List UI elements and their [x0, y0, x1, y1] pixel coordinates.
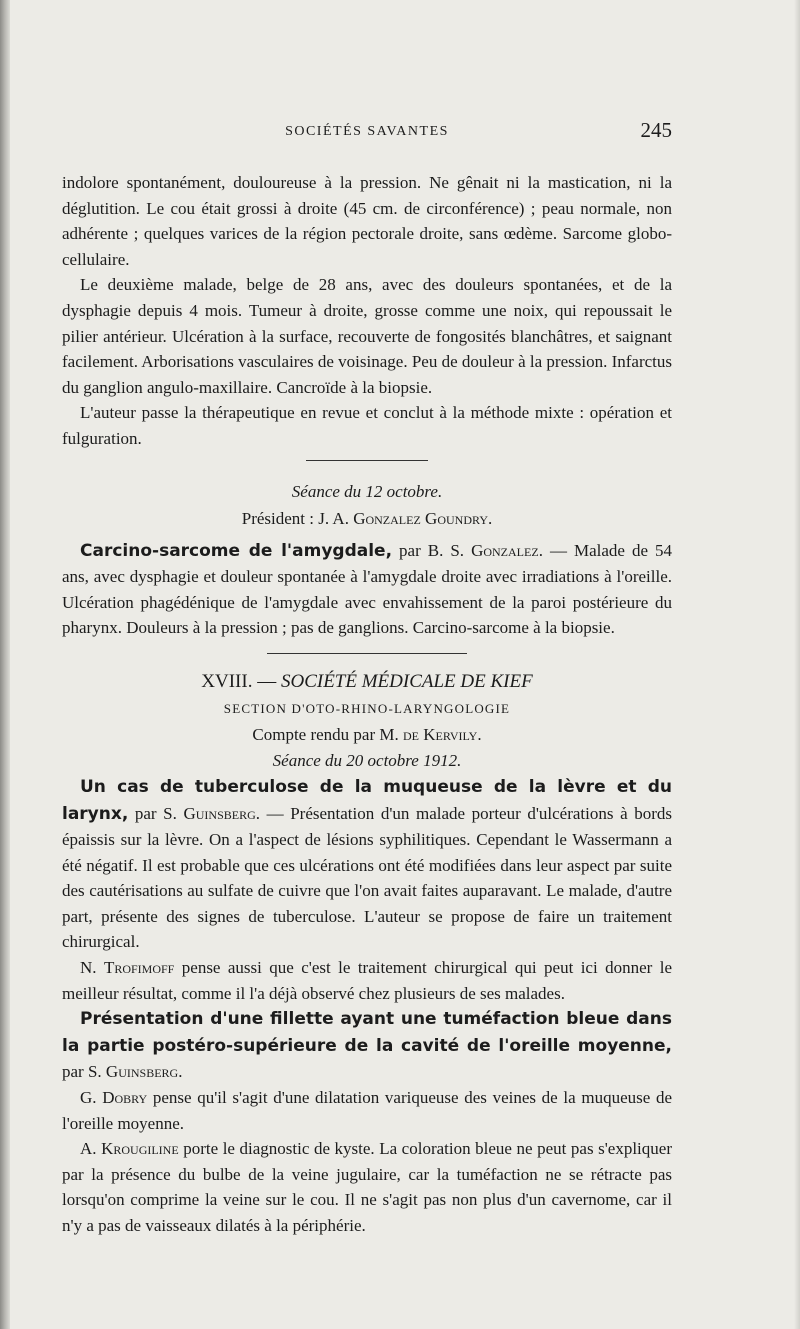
article-title-fillette: Présentation d'une fillette ayant une tuméfaction bleue dans la partie postéro-supérieure de la cavité de l'oreille moyenne, [62, 1009, 672, 1056]
article-text: . — Présentation d'un malade porteur d'ulcérations à bords épaissis sur la lèvre. On a l'aspect de lésions syphilitiques. Cependant le Wassermann a été négatif. Il est probable que ces ulcérations ont été modifiées dans leur aspect par suite des cautérisations au sulfate de cuivre que l'on avait faites auparavant. Le malade, d'autre part, présente des signes de tuberculose. L'auteur se propose de faire un traitement chirurgical. [62, 803, 672, 952]
speaker-text: pense aussi que c'est le traitement chirurgical qui peut ici donner le meilleur résultat, comme il l'a déjà observé chez plusieurs de ses malades. [62, 958, 672, 1003]
speaker-name: Trofimoff [103, 958, 175, 978]
article-title-tuberculose: Un cas de tuberculose de la muqueuse de la lèvre et du larynx, [62, 776, 672, 824]
paragraph-fillette [62, 1006, 672, 1085]
running-head [62, 118, 672, 148]
seance-date-20-octobre: Séance du 20 octobre 1912. [272, 750, 462, 770]
paragraph-krougiline [62, 1136, 672, 1238]
seance-date-12-octobre: Séance du 12 octobre. [291, 481, 443, 501]
speaker-initial: A. [80, 1139, 102, 1159]
speaker-initial: G. [80, 1088, 103, 1108]
article-by: par S. [62, 1062, 106, 1082]
president-label: Président : J. A. [241, 508, 354, 528]
page-binding-shadow [0, 0, 10, 1329]
paragraph-dobry [62, 1085, 672, 1136]
compte-rendu-line [62, 722, 672, 748]
section-divider [267, 653, 467, 654]
society-heading [62, 668, 672, 696]
compte-label: Compte rendu par M. [252, 724, 403, 744]
compte-author: de Kervily. [403, 724, 482, 744]
president-line [62, 505, 672, 532]
society-name: SOCIÉTÉ MÉDICALE DE KIEF [280, 670, 533, 692]
article-author: Gonzalez [471, 540, 539, 560]
paragraph-trofimoff [62, 955, 672, 1006]
speaker-initial: N. [80, 958, 104, 978]
paragraph-conclusion: L'auteur passe la thérapeutique en revue et conclut à la méthode mixte : opération et fulguration. [62, 403, 672, 448]
speaker-text: pense qu'il s'agit d'une dilatation variqueuse des veines de la muqueuse de l'oreille moyenne. [62, 1088, 672, 1133]
article-title-carcino-sarcome: Carcino-sarcome de l'amygdale, [80, 540, 393, 561]
speaker-name: Krougiline [101, 1139, 179, 1159]
article-by: par B. S. [392, 540, 472, 560]
paragraph-continuation: indolore spontanément, douloureuse à la pression. Ne gênait ni la mastication, ni la déglutition. Le cou était grossi à droite (45 cm. de circonférence) ; peau normale, non adhérente ; quelques varices de la région pectorale droite, sans œdème. Sarcome globo-cellulaire. [62, 173, 672, 269]
speaker-text: porte le diagnostic de kyste. La coloration bleue ne peut pas s'expliquer par la présence du bulbe de la veine jugulaire, car la tuméfaction ne se rétracte pas lorsqu'on comprime la veine sur le cou. Il ne s'agit pas non plus d'un cavernome, car il n'y a pas de vaisseaux dilatés à la périphérie. [62, 1139, 672, 1235]
article-text: . — Malade de 54 ans, avec dysphagie et douleur spontanée à l'amygdale droite avec irradiations à l'oreille. Ulcération phagédénique de l'amygdale avec envahissement de la paroi postérieure du pharynx. Douleurs à la pression ; pas de ganglions. Carcino-sarcome à la biopsie. [62, 540, 672, 638]
paragraph-tuberculose [62, 774, 672, 955]
article-author: Guinsberg. [105, 1062, 183, 1082]
page-edge-right [794, 0, 800, 1329]
paragraph-carcino-sarcome [62, 538, 672, 641]
article-by: par S. [128, 803, 184, 823]
speaker-name: Dobry [102, 1088, 148, 1108]
running-title: SOCIÉTÉS SAVANTES [285, 124, 449, 139]
paragraph-second-patient: Le deuxième malade, belge de 28 ans, avec des douleurs spontanées, et de la dysphagie depuis 4 mois. Tumeur à droite, grosse comme une noix, qui repoussait le pilier antérieur. Ulcération à la surface, recouverte de fongosités blanchâtres, et saignant facilement. Arborisations vasculaires de voisinage. Peu de douleur à la pression. Infarctus du ganglion angulo-maxillaire. Cancroïde à la biopsie. [62, 275, 672, 397]
page-number: 245 [640, 118, 672, 142]
document-page [62, 118, 672, 1239]
president-name: Gonzalez Goundry. [353, 508, 493, 528]
section-divider [306, 460, 428, 461]
society-number: XVIII. — [201, 670, 281, 692]
section-subtitle: SECTION D'OTO-RHINO-LARYNGOLOGIE [223, 700, 511, 716]
article-author: Guinsberg [183, 803, 256, 823]
